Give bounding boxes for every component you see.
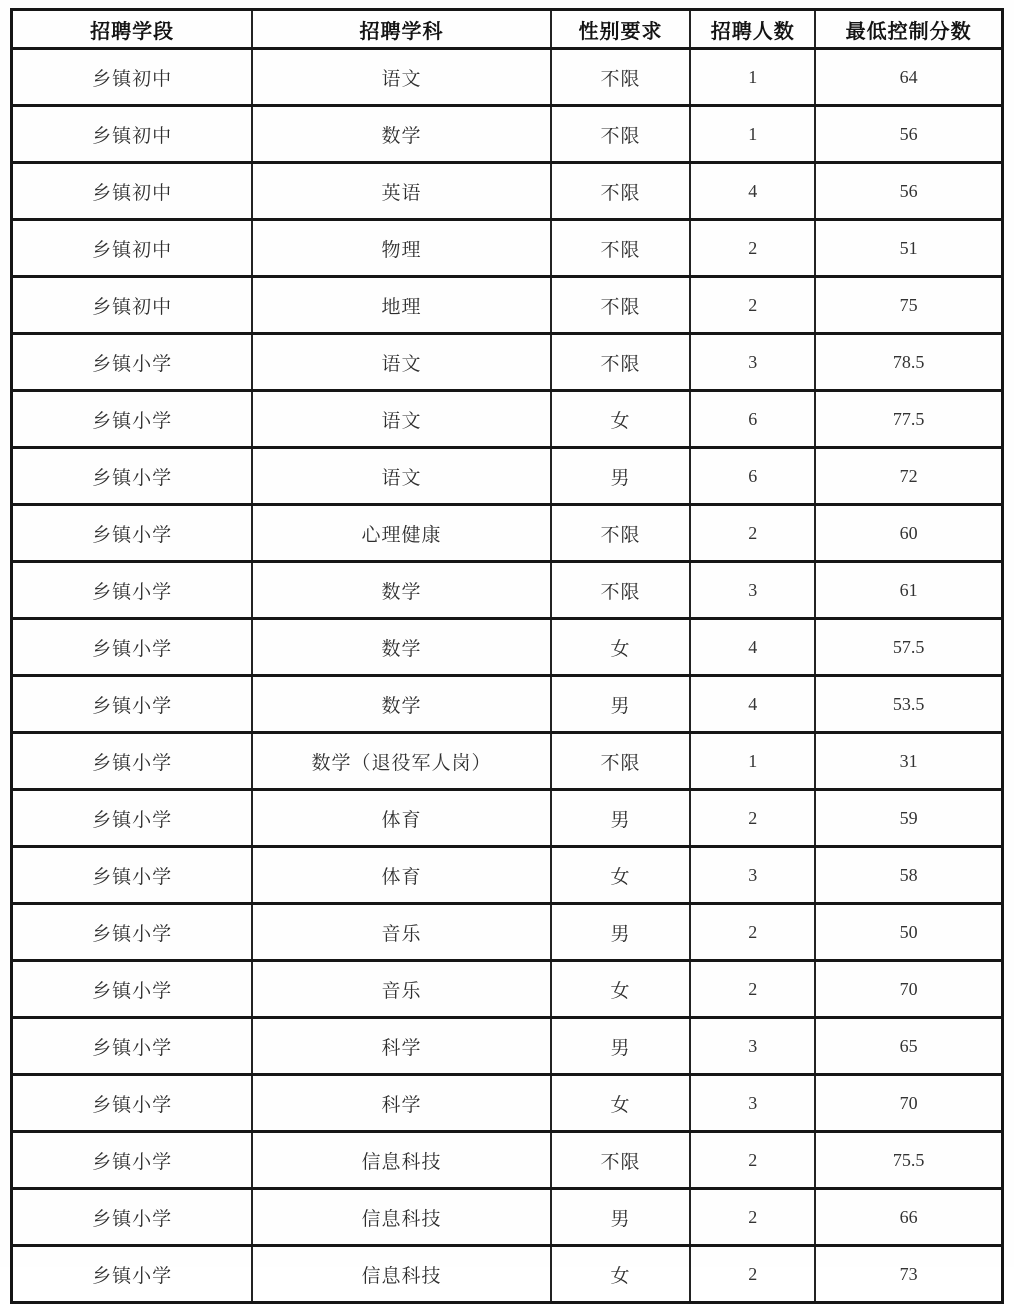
- cell-score: 56: [815, 163, 1002, 220]
- cell-stage: 乡镇小学: [12, 1132, 253, 1189]
- table-row: [12, 220, 1003, 277]
- cell-score: 57.5: [815, 619, 1002, 676]
- cell-score: 66: [815, 1189, 1002, 1246]
- cell-score: 70: [815, 1075, 1002, 1132]
- cell-stage: 乡镇小学: [12, 448, 253, 505]
- cell-stage: 乡镇小学: [12, 391, 253, 448]
- cell-count: 4: [690, 619, 815, 676]
- cell-subject: 科学: [252, 1075, 550, 1132]
- table-row: [12, 106, 1003, 163]
- cell-count: 3: [690, 334, 815, 391]
- table-row: [12, 1132, 1003, 1189]
- cell-gender: 女: [551, 847, 691, 904]
- table-row: [12, 163, 1003, 220]
- cell-subject: 数学（退役军人岗）: [252, 733, 550, 790]
- cell-score: 77.5: [815, 391, 1002, 448]
- cell-count: 2: [690, 277, 815, 334]
- cell-score: 59: [815, 790, 1002, 847]
- cell-stage: 乡镇小学: [12, 334, 253, 391]
- cell-subject: 体育: [252, 790, 550, 847]
- cell-count: 2: [690, 220, 815, 277]
- cell-subject: 信息科技: [252, 1189, 550, 1246]
- cell-gender: 不限: [551, 277, 691, 334]
- cell-gender: 不限: [551, 733, 691, 790]
- table-row: [12, 391, 1003, 448]
- column-header-stage: 招聘学段: [12, 10, 253, 49]
- cell-count: 1: [690, 733, 815, 790]
- table-row: [12, 847, 1003, 904]
- cell-gender: 不限: [551, 220, 691, 277]
- table-row: [12, 1075, 1003, 1132]
- cell-score: 73: [815, 1246, 1002, 1303]
- recruitment-score-table: [10, 8, 1004, 1304]
- cell-gender: 男: [551, 790, 691, 847]
- cell-gender: 男: [551, 904, 691, 961]
- cell-count: 4: [690, 163, 815, 220]
- cell-gender: 不限: [551, 106, 691, 163]
- cell-score: 51: [815, 220, 1002, 277]
- table-body: [12, 49, 1003, 1303]
- cell-stage: 乡镇初中: [12, 49, 253, 106]
- cell-count: 1: [690, 106, 815, 163]
- cell-gender: 不限: [551, 49, 691, 106]
- cell-count: 3: [690, 847, 815, 904]
- cell-subject: 数学: [252, 562, 550, 619]
- cell-subject: 音乐: [252, 961, 550, 1018]
- cell-gender: 女: [551, 961, 691, 1018]
- column-header-score: 最低控制分数: [815, 10, 1002, 49]
- table-row: [12, 790, 1003, 847]
- cell-stage: 乡镇小学: [12, 1075, 253, 1132]
- cell-gender: 不限: [551, 505, 691, 562]
- cell-gender: 不限: [551, 163, 691, 220]
- cell-score: 31: [815, 733, 1002, 790]
- cell-stage: 乡镇小学: [12, 619, 253, 676]
- cell-count: 2: [690, 1189, 815, 1246]
- cell-score: 78.5: [815, 334, 1002, 391]
- cell-subject: 语文: [252, 448, 550, 505]
- cell-subject: 数学: [252, 619, 550, 676]
- cell-count: 2: [690, 961, 815, 1018]
- cell-subject: 信息科技: [252, 1246, 550, 1303]
- cell-score: 75: [815, 277, 1002, 334]
- cell-stage: 乡镇初中: [12, 277, 253, 334]
- cell-count: 2: [690, 790, 815, 847]
- cell-stage: 乡镇小学: [12, 847, 253, 904]
- cell-subject: 体育: [252, 847, 550, 904]
- column-header-subject: 招聘学科: [252, 10, 550, 49]
- cell-subject: 语文: [252, 49, 550, 106]
- cell-score: 65: [815, 1018, 1002, 1075]
- cell-gender: 男: [551, 1189, 691, 1246]
- cell-score: 60: [815, 505, 1002, 562]
- cell-stage: 乡镇小学: [12, 1018, 253, 1075]
- table-row: [12, 562, 1003, 619]
- cell-stage: 乡镇小学: [12, 733, 253, 790]
- cell-gender: 不限: [551, 334, 691, 391]
- table-row: [12, 961, 1003, 1018]
- cell-count: 1: [690, 49, 815, 106]
- cell-score: 61: [815, 562, 1002, 619]
- cell-score: 64: [815, 49, 1002, 106]
- cell-gender: 不限: [551, 562, 691, 619]
- cell-count: 6: [690, 448, 815, 505]
- table-row: [12, 448, 1003, 505]
- cell-subject: 语文: [252, 334, 550, 391]
- cell-count: 6: [690, 391, 815, 448]
- cell-stage: 乡镇小学: [12, 1246, 253, 1303]
- cell-subject: 科学: [252, 1018, 550, 1075]
- cell-subject: 心理健康: [252, 505, 550, 562]
- cell-count: 2: [690, 1246, 815, 1303]
- cell-subject: 信息科技: [252, 1132, 550, 1189]
- cell-score: 75.5: [815, 1132, 1002, 1189]
- table-row: [12, 1246, 1003, 1303]
- cell-subject: 数学: [252, 106, 550, 163]
- cell-gender: 女: [551, 1075, 691, 1132]
- table-row: [12, 49, 1003, 106]
- table-row: [12, 733, 1003, 790]
- cell-gender: 女: [551, 1246, 691, 1303]
- cell-subject: 物理: [252, 220, 550, 277]
- table-row: [12, 1018, 1003, 1075]
- cell-subject: 数学: [252, 676, 550, 733]
- table-row: [12, 505, 1003, 562]
- cell-stage: 乡镇小学: [12, 961, 253, 1018]
- cell-count: 3: [690, 1018, 815, 1075]
- cell-gender: 男: [551, 448, 691, 505]
- cell-stage: 乡镇小学: [12, 676, 253, 733]
- cell-gender: 男: [551, 676, 691, 733]
- cell-count: 4: [690, 676, 815, 733]
- table-row: [12, 619, 1003, 676]
- table-row: [12, 676, 1003, 733]
- cell-gender: 女: [551, 619, 691, 676]
- cell-stage: 乡镇小学: [12, 1189, 253, 1246]
- table-row: [12, 334, 1003, 391]
- cell-score: 70: [815, 961, 1002, 1018]
- cell-stage: 乡镇小学: [12, 505, 253, 562]
- cell-count: 3: [690, 562, 815, 619]
- cell-stage: 乡镇小学: [12, 904, 253, 961]
- cell-gender: 男: [551, 1018, 691, 1075]
- cell-gender: 不限: [551, 1132, 691, 1189]
- cell-count: 3: [690, 1075, 815, 1132]
- cell-count: 2: [690, 505, 815, 562]
- cell-stage: 乡镇小学: [12, 562, 253, 619]
- cell-stage: 乡镇初中: [12, 106, 253, 163]
- cell-subject: 语文: [252, 391, 550, 448]
- cell-score: 56: [815, 106, 1002, 163]
- cell-score: 53.5: [815, 676, 1002, 733]
- table-row: [12, 277, 1003, 334]
- cell-stage: 乡镇小学: [12, 790, 253, 847]
- header-row: [12, 10, 1003, 49]
- cell-score: 72: [815, 448, 1002, 505]
- table-row: [12, 904, 1003, 961]
- cell-count: 2: [690, 1132, 815, 1189]
- table-row: [12, 1189, 1003, 1246]
- cell-subject: 地理: [252, 277, 550, 334]
- cell-score: 50: [815, 904, 1002, 961]
- column-header-gender: 性别要求: [551, 10, 691, 49]
- cell-stage: 乡镇初中: [12, 163, 253, 220]
- cell-subject: 音乐: [252, 904, 550, 961]
- cell-stage: 乡镇初中: [12, 220, 253, 277]
- cell-subject: 英语: [252, 163, 550, 220]
- cell-gender: 女: [551, 391, 691, 448]
- column-header-count: 招聘人数: [690, 10, 815, 49]
- cell-score: 58: [815, 847, 1002, 904]
- cell-count: 2: [690, 904, 815, 961]
